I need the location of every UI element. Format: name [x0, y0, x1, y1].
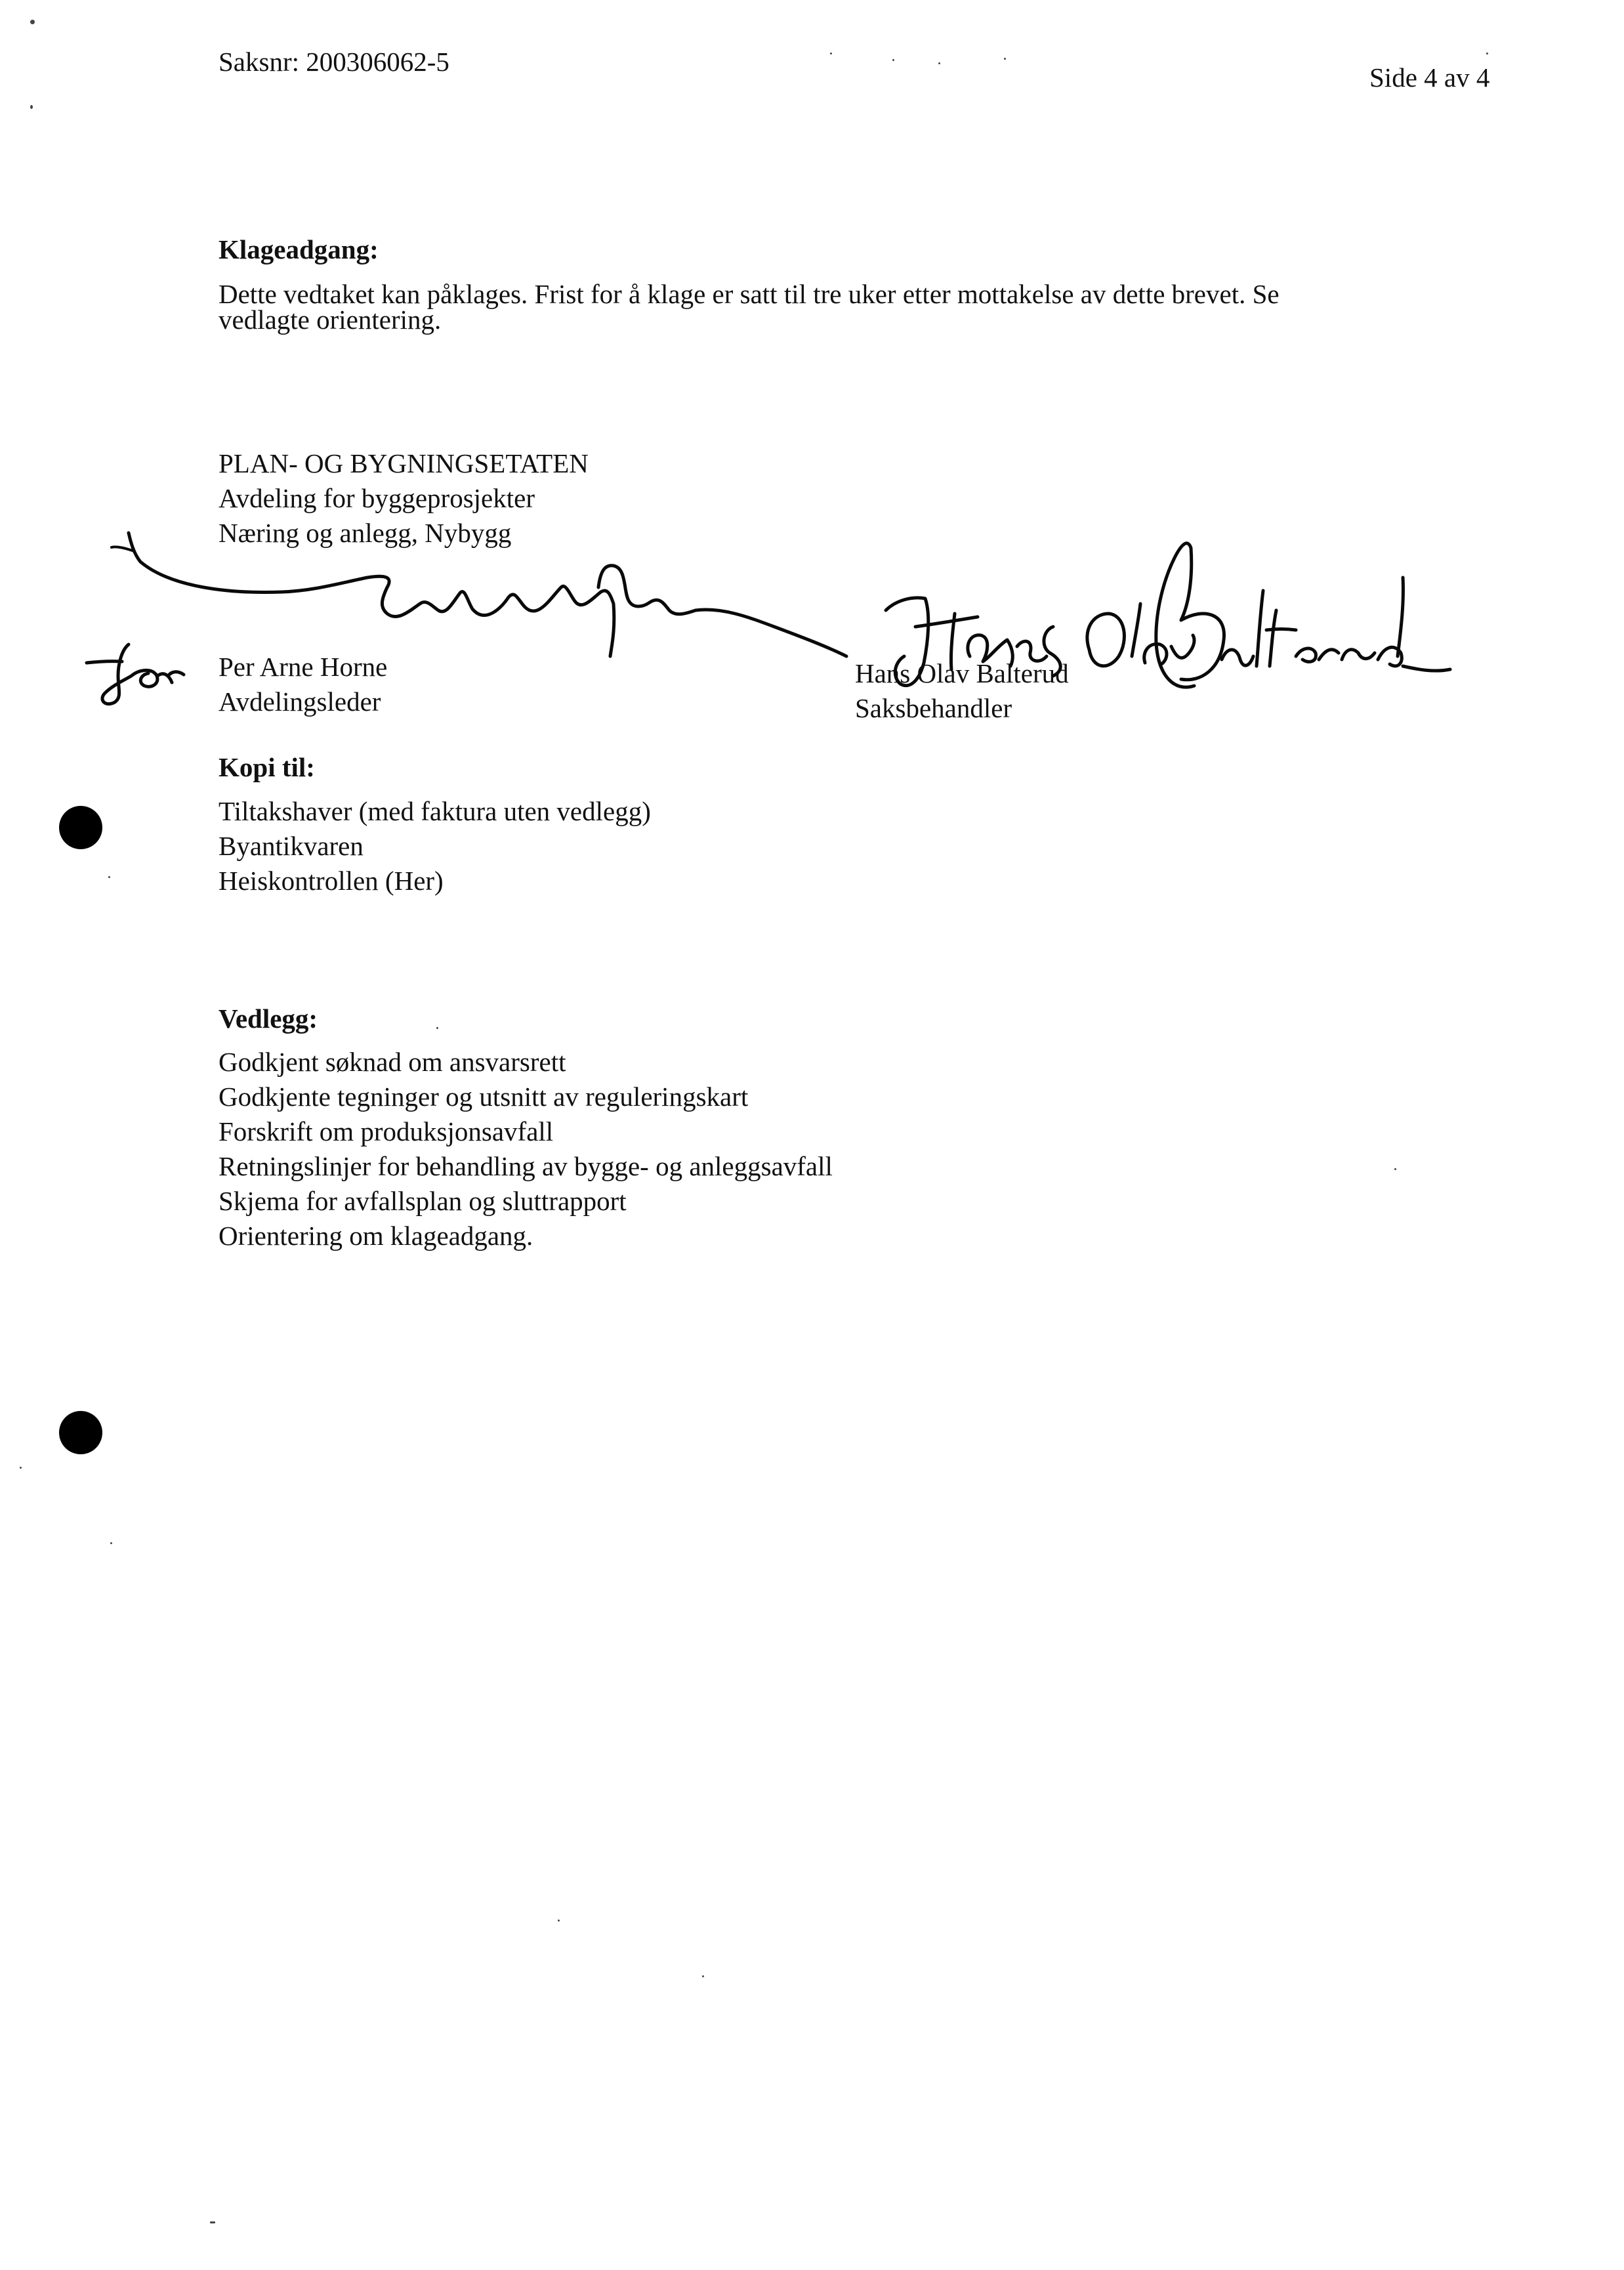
scan-speck [1004, 58, 1006, 60]
scan-speck [938, 62, 940, 64]
attachments-heading: Vedlegg: [219, 1003, 318, 1034]
scan-speck [108, 876, 110, 878]
right-signature [0, 0, 1624, 788]
scan-speck [1394, 1168, 1396, 1170]
appeal-line: Dette vedtaket kan påklages. Frist for å klage er satt til tre uker etter mottakelse av dette brevet. Se [219, 279, 1280, 309]
attachment-item: Godkjent søknad om ansvarsrett [219, 1047, 566, 1077]
scan-speck [30, 20, 35, 24]
appeal-heading: Klageadgang: [219, 234, 379, 264]
attachment-item: Retningslinjer for behandling av bygge- og anleggsavfall [219, 1151, 833, 1181]
left-signatory-name: Per Arne Horne [219, 652, 388, 682]
scan-speck [20, 1467, 22, 1469]
scan-speck [210, 2221, 215, 2223]
copy-to-item: Heiskontrollen (Her) [219, 866, 444, 896]
attachment-item: Godkjente tegninger og utsnitt av reguleringskart [219, 1082, 749, 1112]
department-name: Avdeling for byggeprosjekter [219, 483, 535, 513]
case-number: Saksnr: 200306062-5 [219, 47, 449, 77]
right-signatory-title: Saksbehandler [855, 693, 1012, 723]
copy-to-heading: Kopi til: [219, 752, 315, 782]
scan-speck [702, 1975, 704, 1977]
attachments-list [219, 1045, 833, 1253]
section-name: Næring og anlegg, Nybygg [219, 518, 512, 548]
scan-speck [110, 1542, 112, 1544]
scan-speck [30, 105, 33, 109]
left-signatory-title: Avdelingsleder [219, 686, 381, 717]
attachment-item: Skjema for avfallsplan og sluttrapport [219, 1186, 627, 1216]
copy-to-list [219, 794, 651, 898]
scan-speck [1486, 53, 1488, 54]
copy-to-item: Tiltakshaver (med faktura uten vedlegg) [219, 796, 651, 826]
scan-speck [558, 1920, 560, 1922]
scan-speck [830, 53, 832, 54]
appeal-line: vedlagte orientering. [219, 305, 442, 335]
punch-hole-lower [59, 1411, 102, 1454]
punch-hole-upper [59, 806, 102, 849]
copy-to-item: Byantikvaren [219, 831, 364, 861]
scan-speck [892, 59, 894, 61]
attachment-item: Orientering om klageadgang. [219, 1221, 533, 1251]
organization-name: PLAN- OG BYGNINGSETATEN [219, 448, 589, 478]
right-signatory-name: Hans Olav Balterud [855, 658, 1069, 688]
scan-speck [436, 1027, 438, 1029]
attachment-item: Forskrift om produksjonsavfall [219, 1116, 554, 1146]
page-indicator: Side 4 av 4 [1369, 62, 1490, 93]
